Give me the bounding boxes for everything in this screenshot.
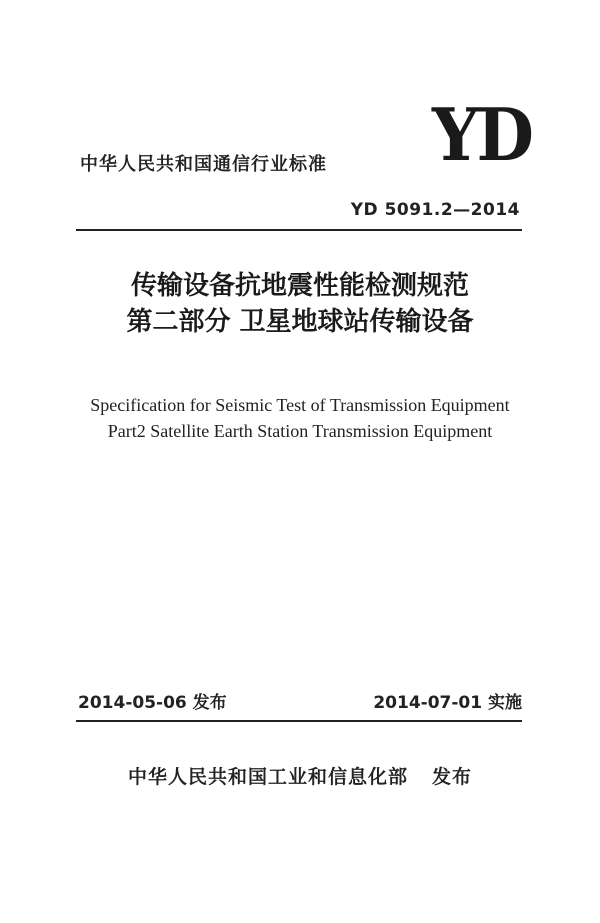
top-divider [76,229,522,231]
yd-logo: YD [432,92,532,177]
issuer-category: 中华人民共和国通信行业标准 [80,154,327,175]
release-date: 2014-05-06 发布 [78,693,227,713]
publish-label: 发布 [432,766,473,788]
date-row [78,688,522,714]
chinese-title [80,268,520,340]
implementation-date: 2014-07-01 实施 [373,693,522,713]
chinese-title-line-1: 传输设备抗地震性能检测规范 [130,271,469,301]
authority-name: 中华人民共和国工业和信息化部 [127,766,408,788]
publishing-authority [80,762,520,789]
english-title-line-1: Specification for Seismic Test of Transmission Equipment [90,395,510,415]
english-title-line-2: Part2 Satellite Earth Station Transmission Equipment [107,421,493,441]
english-title [60,392,540,444]
chinese-title-line-2: 第二部分 卫星地球站传输设备 [126,307,474,337]
standard-number: YD 5091.2—2014 [350,200,520,220]
bottom-divider [76,720,522,722]
